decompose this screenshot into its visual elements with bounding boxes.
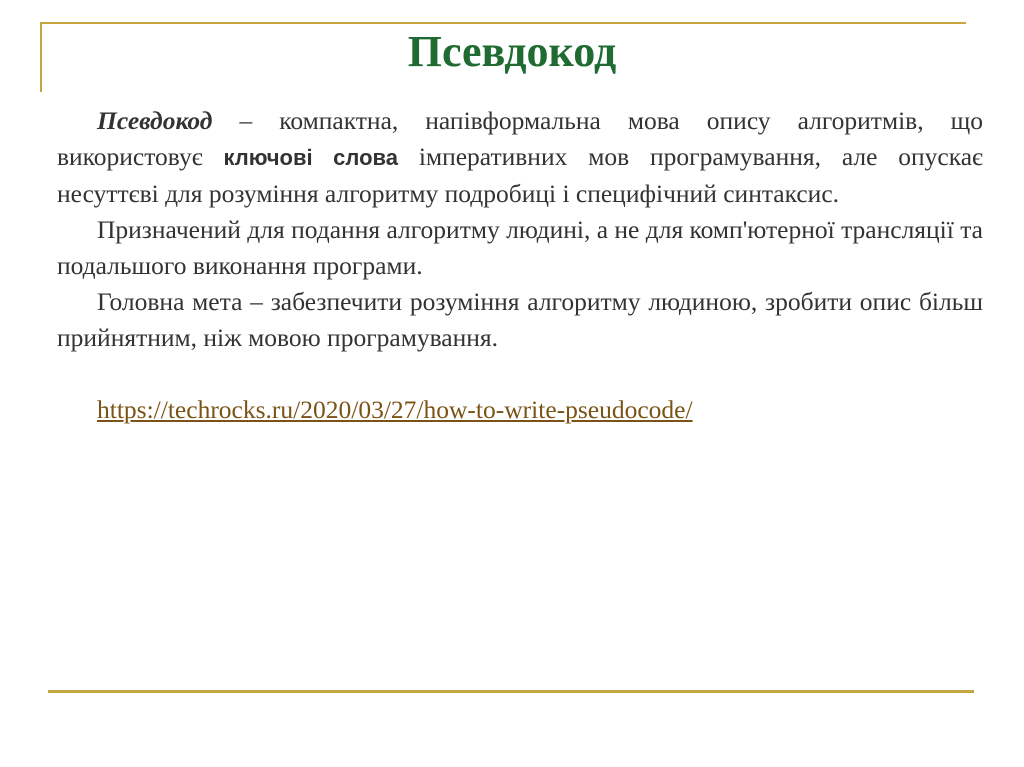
definition-text-2: імперативних мов програмування, але опускає несуттєві для розуміння алгоритму подробиці і специфічний синтаксис. [57, 142, 983, 208]
definition-paragraph [57, 103, 983, 212]
slide-body [57, 103, 983, 428]
source-link[interactable]: https://techrocks.ru/2020/03/27/how-to-write-pseudocode/ [97, 395, 693, 424]
definition-text-1: – компактна, напівформальна мова опису алгоритмів, що використовує [57, 106, 983, 171]
frame-bottom-rule [48, 690, 974, 693]
frame-top-rule [40, 22, 966, 24]
link-row [57, 392, 983, 428]
goal-paragraph: Головна мета – забезпечити розуміння алгоритму людиною, зробити опис більш прийнятним, ніж мовою програмування. [57, 287, 983, 352]
keywords-term: ключові слова [223, 145, 399, 170]
slide-title: Псевдокод [407, 27, 617, 76]
purpose-paragraph: Призначений для подання алгоритму людині, а не для комп'ютерної трансляції та подальшого виконання програми. [57, 215, 983, 280]
pseudocode-term: Псевдокод [97, 106, 213, 135]
